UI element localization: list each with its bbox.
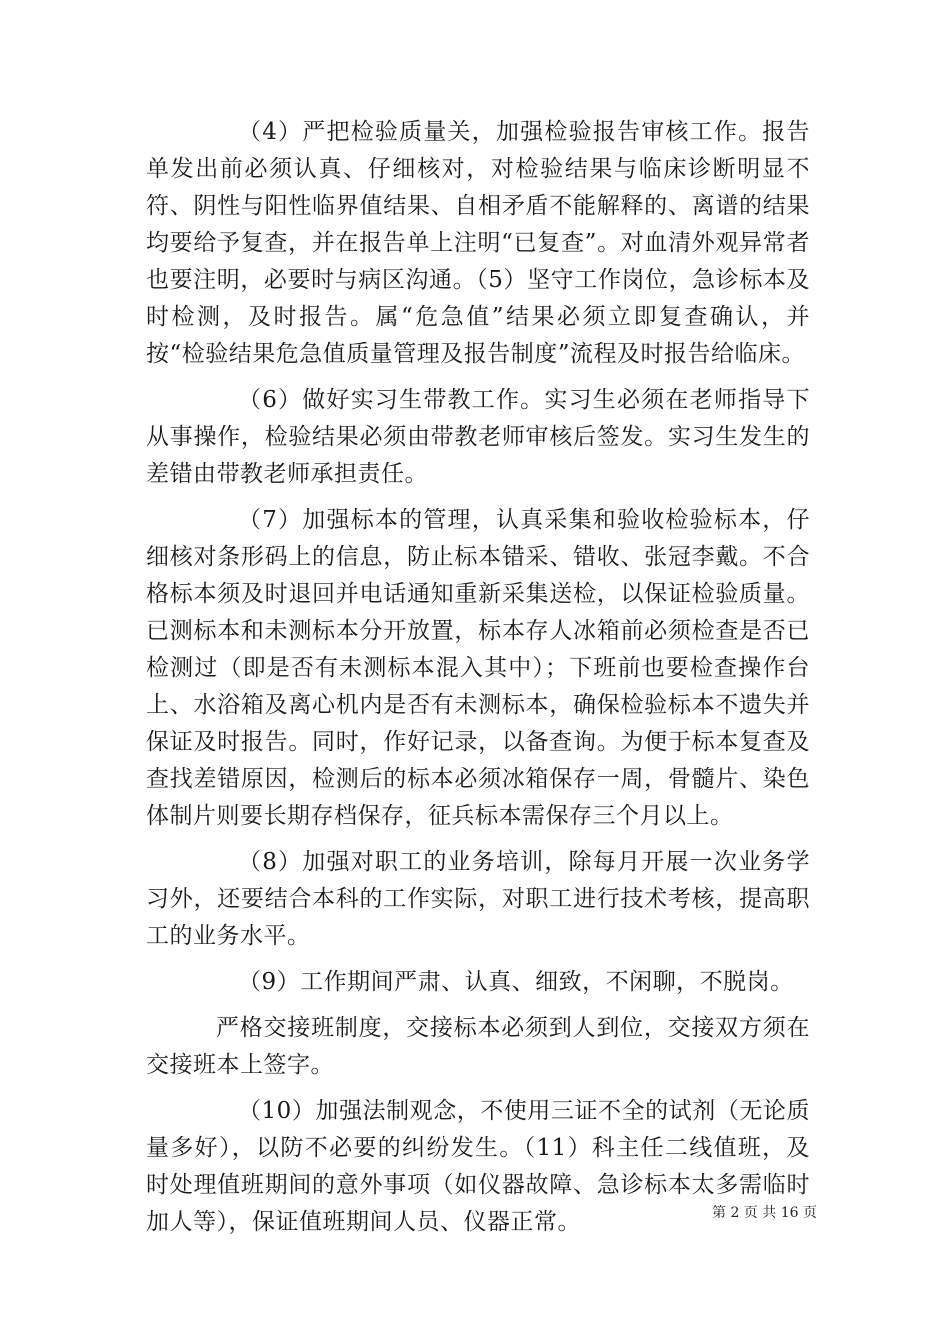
- paragraph-shift-handover: 严格交接班制度，交接标本必须到人到位，交接双方须在交接班本上签字。: [146, 1015, 810, 1078]
- page-number-footer: 第 2 页 共 16 页: [712, 1205, 817, 1221]
- paragraph-item-9: （9）工作期间严肃、认真、细致，不闲聊，不脱岗。: [238, 969, 794, 995]
- paragraph-item-10-11: （10）加强法制观念，不使用三证不全的试剂（无论质量多好），以防不必要的纠纷发生。（11）科主任二线值班，及时处理值班期间的意外事项（如仪器故障、急诊标本太多需临时加人等），保证值班期间人员、仪器正常。: [146, 1098, 810, 1235]
- document-body: [146, 114, 810, 1250]
- paragraph-item-7: （7）加强标本的管理，认真采集和验收检验标本，仔细核对条形码上的信息，防止标本错采、错收、张冠李戴。不合格标本须及时退回并电话通知重新采集送检，以保证检验质量。已测标本和未测标本分开放置，标本存人冰箱前必须检查是否已检测过（即是否有未测标本混入其中）；下班前也要检查操作台上、水浴箱及离心机内是否有未测标本，确保检验标本不遗失并保证及时报告。同时，作好记录，以备查询。为便于标本复查及查找差错原因，检测后的标本必须冰箱保存一周，骨髓片、染色体制片则要长期存档保存，征兵标本需保存三个月以上。: [146, 507, 810, 829]
- paragraph-item-4-5: （4）严把检验质量关，加强检验报告审核工作。报告单发出前必须认真、仔细核对，对检验结果与临床诊断明显不符、阴性与阳性临界值结果、自相矛盾不能解释的、离谱的结果均要给予复查，并在报告单上注明“已复查”。对血清外观异常者也要注明，必要时与病区沟通。（5）坚守工作岗位，急诊标本及时检测，及时报告。属“危急值”结果必须立即复查确认，并按“检验结果危急值质量管理及报告制度”流程及时报告给临床。: [146, 119, 810, 367]
- paragraph-item-8: （8）加强对职工的业务培训，除每月开展一次业务学习外，还要结合本科的工作实际，对职工进行技术考核，提高职工的业务水平。: [146, 849, 810, 949]
- paragraph-item-6: （6）做好实习生带教工作。实习生必须在老师指导下从事操作，检验结果必须由带教老师审核后签发。实习生发生的差错由带教老师承担责任。: [146, 387, 810, 487]
